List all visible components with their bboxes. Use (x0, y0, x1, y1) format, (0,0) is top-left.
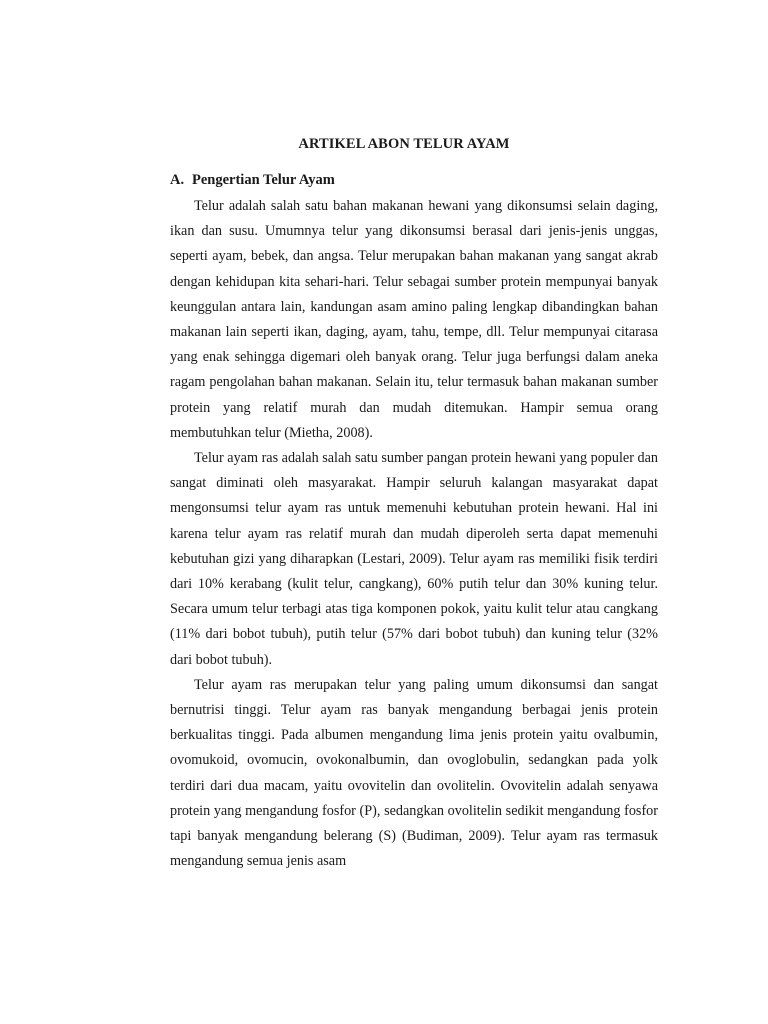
paragraph: Telur ayam ras merupakan telur yang paling umum dikonsumsi dan sangat bernutrisi tinggi. Telur ayam ras banyak mengandung berbagai jenis protein berkualitas tinggi. Pada albumen mengandung lima jenis protein yaitu ovalbumin, ovomukoid, ovomucin, ovokonalbumin, dan ovoglobulin, sedangkan pada yolk terdiri dari dua macam, yaitu ovovitelin dan ovolitelin. Ovovitelin adalah senyawa protein yang mengandung fosfor (P), sedangkan ovolitelin sedikit mengandung fosfor tapi banyak mengandung belerang (S) (Budiman, 2009). Telur ayam ras termasuk mengandung semua jenis asam (170, 676, 658, 870)
section-letter: A. (170, 172, 185, 188)
paragraph: Telur ayam ras adalah salah satu sumber pangan protein hewani yang populer dan sangat diminati oleh masyarakat. Hampir seluruh kalangan masyarakat dapat mengonsumsi telur ayam ras untuk memenuhi kebutuhan protein hewani. Hal ini karena telur ayam ras relatif murah dan mudah diperoleh serta dapat memenuhi kebutuhan gizi yang diharapkan (Lestari, 2009). Telur ayam ras memiliki fisik terdiri dari 10% kerabang (kulit telur, cangkang), 60% putih telur dan 30% kuning telur. Secara umum telur terbagi atas tiga komponen pokok, yaitu kulit telur atau cangkang (11% dari bobot tubuh), putih telur (57% dari bobot tubuh) dan kuning telur (32% dari bobot tubuh). (170, 450, 658, 668)
document-title: ARTIKEL ABON TELUR AYAM (298, 136, 510, 152)
body-text (170, 194, 658, 874)
section-heading-text: Pengertian Telur Ayam (192, 172, 335, 188)
section-heading (170, 172, 638, 189)
paragraph: Telur adalah salah satu bahan makanan hewani yang dikonsumsi selain daging, ikan dan susu. Umumnya telur yang dikonsumsi berasal dari jenis-jenis unggas, seperti ayam, bebek, dan angsa. Telur merupakan bahan makanan yang sangat akrab dengan kehidupan kita sehari-hari. Telur sebagai sumber protein mempunyai banyak keunggulan antara lain, kandungan asam amino paling lengkap dibandingkan bahan makanan lain seperti ikan, daging, ayam, tahu, tempe, dll. Telur mempunyai citarasa yang enak sehingga digemari oleh banyak orang. Telur juga berfungsi dalam aneka ragam pengolahan bahan makanan. Selain itu, telur termasuk bahan makanan sumber protein yang relatif murah dan mudah ditemukan. Hampir semua orang membutuhkan telur (Mietha, 2008). (170, 198, 658, 441)
